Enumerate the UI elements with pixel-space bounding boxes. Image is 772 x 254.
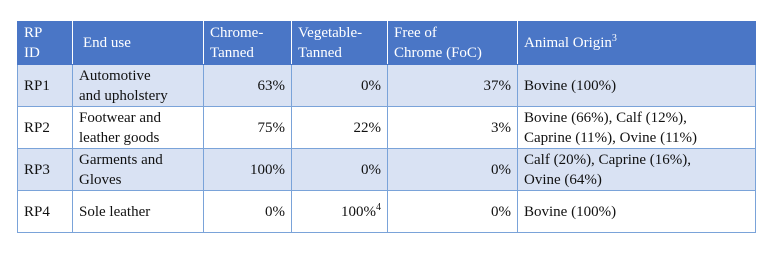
cell-end-use: Garments and Gloves [73,149,204,191]
header-row [18,22,756,65]
cell-chrome-tanned: 100% [204,149,292,191]
cell-end-use: Automotive and upholstery [73,65,204,107]
header-chrome-tanned: Chrome- Tanned [204,22,292,65]
cell-animal-origin: Bovine (100%) [518,191,756,233]
cell-rp-id: RP2 [18,107,73,149]
cell-chrome-tanned: 0% [204,191,292,233]
cell-free-of-chrome: 37% [388,65,518,107]
header-free-of-chrome: Free of Chrome (FoC) [388,22,518,65]
cell-free-of-chrome: 0% [388,149,518,191]
header-vegetable-tanned: Vegetable- Tanned [292,22,388,65]
table-row [18,107,756,149]
table-row [18,149,756,191]
header-end-use: End use [73,22,204,65]
cell-free-of-chrome: 3% [388,107,518,149]
cell-rp-id: RP1 [18,65,73,107]
cell-vegetable-tanned: 22% [292,107,388,149]
cell-animal-origin: Bovine (66%), Calf (12%), Caprine (11%), Ovine (11%) [518,107,756,149]
cell-end-use: Footwear and leather goods [73,107,204,149]
cell-animal-origin: Calf (20%), Caprine (16%), Ovine (64%) [518,149,756,191]
cell-vegetable-tanned: 0% [292,149,388,191]
leather-tanning-table [17,21,756,233]
header-animal-origin: Animal Origin$^3$ [518,22,756,65]
cell-free-of-chrome: 0% [388,191,518,233]
cell-vegetable-tanned: 100%$^4$ [292,191,388,233]
cell-end-use: Sole leather [73,191,204,233]
table-row [18,191,756,233]
header-rp-id: RP ID [18,22,73,65]
footnote-marker: 4 [376,201,381,213]
table-row [18,65,756,107]
footnote-marker: 3 [611,33,617,44]
cell-rp-id: RP3 [18,149,73,191]
cell-animal-origin: Bovine (100%) [518,65,756,107]
cell-rp-id: RP4 [18,191,73,233]
cell-vegetable-tanned: 0% [292,65,388,107]
cell-chrome-tanned: 63% [204,65,292,107]
cell-chrome-tanned: 75% [204,107,292,149]
